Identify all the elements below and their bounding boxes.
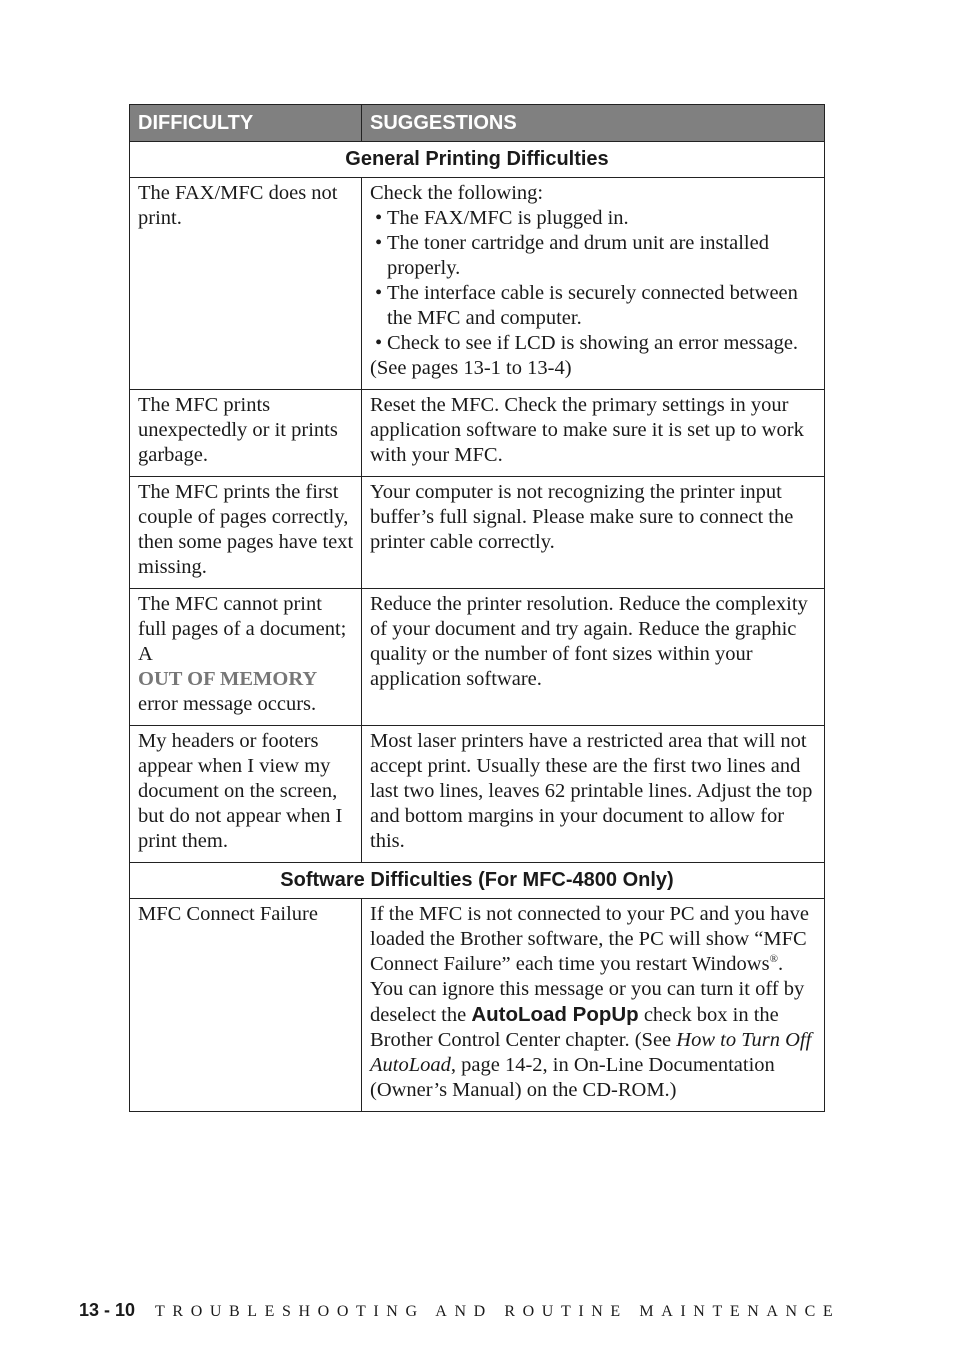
- checklist-item: • The toner cartridge and drum unit are installed properly.: [370, 231, 816, 281]
- checklist-item: • The interface cable is securely connected between the MFC and computer.: [370, 281, 816, 331]
- difficulty-cell: The MFC prints the first couple of pages correctly, then some pages have text missing.: [130, 477, 362, 589]
- checklist-item: • The FAX/MFC is plugged in.: [370, 206, 816, 231]
- table-row: [130, 178, 825, 390]
- registered-mark: ®: [769, 953, 778, 966]
- table-row: [130, 477, 825, 589]
- difficulty-column-header: DIFFICULTY: [130, 105, 362, 142]
- suggestion-cell: Reduce the printer resolution. Reduce the complexity of your document and try again. Reduce the graphic quality or the number of font sizes within your application software.: [362, 589, 825, 726]
- suggestion-text: If the MFC is not connected to your PC and you have loaded the Brother software, the PC will show “MFC Connect Failure” each time you restart Windows: [370, 903, 809, 975]
- page-number: 13 - 10: [79, 1300, 136, 1320]
- table-row: [130, 899, 825, 1112]
- difficulty-cell: MFC Connect Failure: [130, 899, 362, 1112]
- difficulty-cell: [130, 589, 362, 726]
- section-row-software: [130, 863, 825, 899]
- difficulty-text: error message occurs.: [138, 693, 317, 715]
- difficulty-cell: My headers or footers appear when I view my document on the screen, but do not appear when I print them.: [130, 726, 362, 863]
- reference-title: How to Turn Off AutoLoad: [370, 1029, 812, 1076]
- chapter-title: TROUBLESHOOTING AND ROUTINE MAINTENANCE: [155, 1303, 841, 1320]
- suggestion-text: . You can ignore this message or you can turn it off by deselect the: [370, 953, 805, 1026]
- autoload-popup-label: AutoLoad PopUp: [471, 1003, 639, 1026]
- table-row: [130, 589, 825, 726]
- checklist-item: • Check to see if LCD is showing an error message.: [370, 331, 816, 356]
- section-row-general: [130, 142, 825, 178]
- table-row: [130, 726, 825, 863]
- troubleshooting-table: [129, 104, 825, 1112]
- page-footer: [79, 1300, 840, 1321]
- difficulty-cell: The FAX/MFC does not print.: [130, 178, 362, 390]
- suggestion-text: check box in the Brother Control Center chapter. (See: [370, 1004, 779, 1051]
- suggestion-cell: Reset the MFC. Check the primary settings in your application software to make sure it is set up to work with your MFC.: [362, 390, 825, 477]
- suggestion-cell: Your computer is not recognizing the printer input buffer’s full signal. Please make sure to connect the printer cable correctly.: [362, 477, 825, 589]
- suggestion-outro: (See pages 13-1 to 13-4): [370, 357, 572, 379]
- error-message-label: OUT OF MEMORY: [138, 668, 318, 690]
- suggestions-column-header: SUGGESTIONS: [362, 105, 825, 142]
- table-header-row: [130, 105, 825, 142]
- section-title-general: General Printing Difficulties: [130, 142, 825, 178]
- suggestion-text: , page 14-2, in On-Line Documentation (Owner’s Manual) on the CD-ROM.): [370, 1054, 775, 1101]
- section-title-software: Software Difficulties (For MFC-4800 Only): [130, 863, 825, 899]
- difficulty-text: The MFC cannot print full pages of a document; A: [138, 593, 347, 665]
- checklist: [370, 206, 816, 356]
- difficulty-cell: The MFC prints unexpectedly or it prints garbage.: [130, 390, 362, 477]
- suggestion-cell: [362, 899, 825, 1112]
- suggestion-cell: Most laser printers have a restricted area that will not accept print. Usually these are the first two lines and last two lines, leaves 62 printable lines. Adjust the top and bottom margins in your document to allow for this.: [362, 726, 825, 863]
- table-row: [130, 390, 825, 477]
- suggestion-intro: Check the following:: [370, 182, 544, 204]
- suggestion-cell: [362, 178, 825, 390]
